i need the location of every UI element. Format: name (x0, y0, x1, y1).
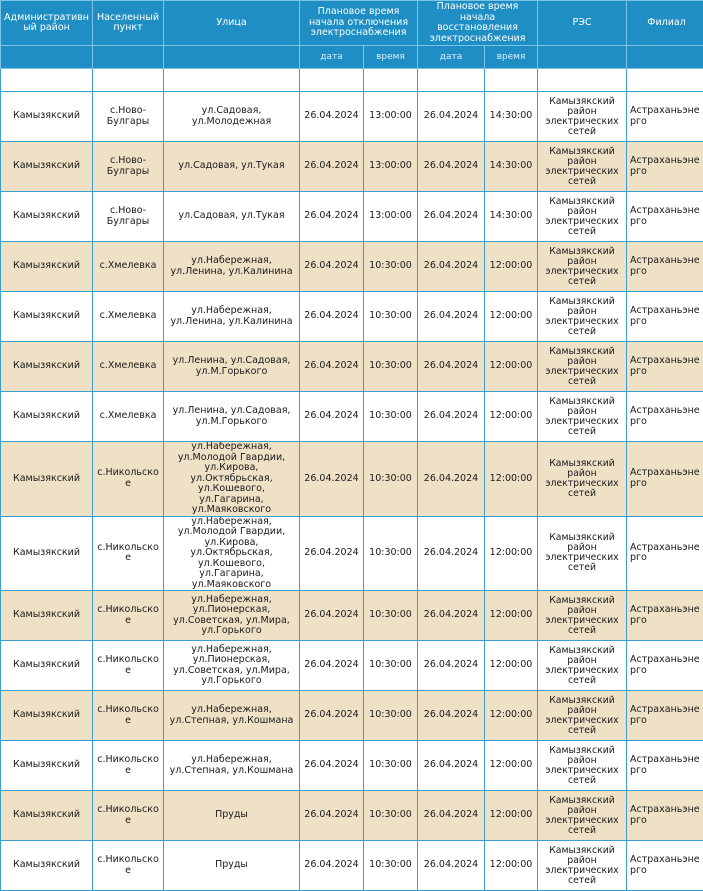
street-cell: ул.Набережная, ул.Молодой Гвардии, ул.Кирова, ул.Октябрьская, ул.Кошевого, ул.Гагарина, ул.Маяковского (164, 442, 300, 517)
locality-cell: с.Хмелевка (93, 342, 164, 392)
off-date-cell: 26.04.2024 (300, 342, 364, 392)
on-time-cell: 14:30:00 (485, 142, 538, 192)
off-time-cell: 10:30:00 (364, 591, 418, 641)
locality-cell: с.Ново-Булгары (93, 192, 164, 242)
res-cell: Камызякский район электрических сетей (538, 192, 627, 242)
off-date-cell: 26.04.2024 (300, 641, 364, 691)
street-cell: Пруды (164, 791, 300, 841)
district-cell: Камызякский (1, 691, 93, 741)
table-row (1, 342, 703, 392)
on-date-cell: 26.04.2024 (418, 442, 485, 517)
spacer-row (1, 69, 703, 92)
header-district: Административный район (1, 1, 93, 46)
street-cell: ул.Садовая, ул.Тукая (164, 142, 300, 192)
on-date-cell: 26.04.2024 (418, 791, 485, 841)
off-time-cell: 13:00:00 (364, 92, 418, 142)
res-cell: Камызякский район электрических сетей (538, 392, 627, 442)
subheader-blank (627, 46, 703, 69)
on-time-cell: 12:00:00 (485, 591, 538, 641)
street-cell: ул.Набережная, ул.Молодой Гвардии, ул.Кирова, ул.Октябрьская, ул.Кошевого, ул.Гагарина, ул.Маяковского (164, 516, 300, 591)
subheader-blank (538, 46, 627, 69)
on-date-cell: 26.04.2024 (418, 691, 485, 741)
header-locality: Населенный пункт (93, 1, 164, 46)
table-row (1, 292, 703, 342)
on-time-cell: 12:00:00 (485, 841, 538, 891)
on-time-cell: 12:00:00 (485, 392, 538, 442)
on-date-cell: 26.04.2024 (418, 292, 485, 342)
street-cell: ул.Набережная, ул.Пионерская, ул.Советская, ул.Мира, ул.Горького (164, 641, 300, 691)
table-row (1, 591, 703, 641)
branch-cell: Астраханьэнерго (627, 192, 703, 242)
table-header (1, 1, 703, 69)
off-time-cell: 10:30:00 (364, 841, 418, 891)
on-date-cell: 26.04.2024 (418, 591, 485, 641)
table-row (1, 92, 703, 142)
table-row (1, 641, 703, 691)
on-date-cell: 26.04.2024 (418, 741, 485, 791)
res-cell: Камызякский район электрических сетей (538, 242, 627, 292)
table-row (1, 741, 703, 791)
subheader-blank (93, 46, 164, 69)
on-time-cell: 12:00:00 (485, 516, 538, 591)
on-time-cell: 12:00:00 (485, 242, 538, 292)
district-cell: Камызякский (1, 142, 93, 192)
res-cell: Камызякский район электрических сетей (538, 142, 627, 192)
branch-cell: Астраханьэнерго (627, 741, 703, 791)
on-time-cell: 12:00:00 (485, 342, 538, 392)
off-date-cell: 26.04.2024 (300, 442, 364, 517)
on-time-cell: 12:00:00 (485, 292, 538, 342)
on-date-cell: 26.04.2024 (418, 192, 485, 242)
off-date-cell: 26.04.2024 (300, 192, 364, 242)
district-cell: Камызякский (1, 242, 93, 292)
locality-cell: с.Никольское (93, 791, 164, 841)
district-cell: Камызякский (1, 342, 93, 392)
subheader-on-time: время (485, 46, 538, 69)
header-branch: Филиал (627, 1, 703, 46)
locality-cell: с.Никольское (93, 691, 164, 741)
res-cell: Камызякский район электрических сетей (538, 292, 627, 342)
on-date-cell: 26.04.2024 (418, 841, 485, 891)
subheader-blank (164, 46, 300, 69)
on-date-cell: 26.04.2024 (418, 342, 485, 392)
header-on-time: Плановое время начала восстановления электроснабжения (418, 1, 538, 46)
off-date-cell: 26.04.2024 (300, 242, 364, 292)
locality-cell: с.Никольское (93, 841, 164, 891)
on-time-cell: 14:30:00 (485, 192, 538, 242)
table-row (1, 242, 703, 292)
subheader-off-date: дата (300, 46, 364, 69)
branch-cell: Астраханьэнерго (627, 841, 703, 891)
off-date-cell: 26.04.2024 (300, 142, 364, 192)
table-row (1, 691, 703, 741)
district-cell: Камызякский (1, 92, 93, 142)
branch-cell: Астраханьэнерго (627, 142, 703, 192)
off-time-cell: 10:30:00 (364, 516, 418, 591)
header-street: Улица (164, 1, 300, 46)
off-time-cell: 10:30:00 (364, 641, 418, 691)
table-row (1, 192, 703, 242)
off-time-cell: 10:30:00 (364, 442, 418, 517)
district-cell: Камызякский (1, 292, 93, 342)
res-cell: Камызякский район электрических сетей (538, 442, 627, 517)
off-date-cell: 26.04.2024 (300, 791, 364, 841)
branch-cell: Астраханьэнерго (627, 292, 703, 342)
street-cell: ул.Набережная, ул.Ленина, ул.Калинина (164, 242, 300, 292)
locality-cell: с.Никольское (93, 516, 164, 591)
on-date-cell: 26.04.2024 (418, 641, 485, 691)
on-time-cell: 12:00:00 (485, 791, 538, 841)
branch-cell: Астраханьэнерго (627, 242, 703, 292)
res-cell: Камызякский район электрических сетей (538, 741, 627, 791)
off-time-cell: 10:30:00 (364, 791, 418, 841)
header-off-time: Плановое время начала отключения электроснабжения (300, 1, 418, 46)
branch-cell: Астраханьэнерго (627, 691, 703, 741)
table-row (1, 442, 703, 517)
street-cell: ул.Набережная, ул.Пионерская, ул.Советская, ул.Мира, ул.Горького (164, 591, 300, 641)
res-cell: Камызякский район электрических сетей (538, 342, 627, 392)
off-time-cell: 10:30:00 (364, 342, 418, 392)
district-cell: Камызякский (1, 591, 93, 641)
res-cell: Камызякский район электрических сетей (538, 691, 627, 741)
table-row (1, 142, 703, 192)
res-cell: Камызякский район электрических сетей (538, 841, 627, 891)
branch-cell: Астраханьэнерго (627, 442, 703, 517)
subheader-blank (1, 46, 93, 69)
branch-cell: Астраханьэнерго (627, 392, 703, 442)
branch-cell: Астраханьэнерго (627, 591, 703, 641)
off-time-cell: 13:00:00 (364, 142, 418, 192)
branch-cell: Астраханьэнерго (627, 791, 703, 841)
res-cell: Камызякский район электрических сетей (538, 516, 627, 591)
street-cell: ул.Набережная, ул.Степная, ул.Кошмана (164, 691, 300, 741)
off-time-cell: 10:30:00 (364, 691, 418, 741)
off-date-cell: 26.04.2024 (300, 691, 364, 741)
on-date-cell: 26.04.2024 (418, 92, 485, 142)
off-date-cell: 26.04.2024 (300, 292, 364, 342)
off-time-cell: 10:30:00 (364, 741, 418, 791)
street-cell: ул.Ленина, ул.Садовая, ул.М.Горького (164, 392, 300, 442)
locality-cell: с.Никольское (93, 641, 164, 691)
district-cell: Камызякский (1, 442, 93, 517)
subheader-off-time: время (364, 46, 418, 69)
branch-cell: Астраханьэнерго (627, 342, 703, 392)
on-time-cell: 14:30:00 (485, 92, 538, 142)
off-time-cell: 10:30:00 (364, 242, 418, 292)
branch-cell: Астраханьэнерго (627, 516, 703, 591)
locality-cell: с.Ново-Булгары (93, 142, 164, 192)
branch-cell: Астраханьэнерго (627, 641, 703, 691)
locality-cell: с.Никольское (93, 442, 164, 517)
off-date-cell: 26.04.2024 (300, 516, 364, 591)
off-date-cell: 26.04.2024 (300, 92, 364, 142)
locality-cell: с.Хмелевка (93, 392, 164, 442)
district-cell: Камызякский (1, 741, 93, 791)
locality-cell: с.Никольское (93, 591, 164, 641)
locality-cell: с.Ново-Булгары (93, 92, 164, 142)
on-date-cell: 26.04.2024 (418, 516, 485, 591)
off-time-cell: 13:00:00 (364, 192, 418, 242)
off-date-cell: 26.04.2024 (300, 392, 364, 442)
locality-cell: с.Хмелевка (93, 292, 164, 342)
branch-cell: Астраханьэнерго (627, 92, 703, 142)
on-time-cell: 12:00:00 (485, 641, 538, 691)
locality-cell: с.Никольское (93, 741, 164, 791)
off-date-cell: 26.04.2024 (300, 741, 364, 791)
district-cell: Камызякский (1, 791, 93, 841)
street-cell: ул.Ленина, ул.Садовая, ул.М.Горького (164, 342, 300, 392)
district-cell: Камызякский (1, 841, 93, 891)
on-date-cell: 26.04.2024 (418, 142, 485, 192)
res-cell: Камызякский район электрических сетей (538, 92, 627, 142)
on-date-cell: 26.04.2024 (418, 392, 485, 442)
district-cell: Камызякский (1, 516, 93, 591)
header-res: РЭС (538, 1, 627, 46)
res-cell: Камызякский район электрических сетей (538, 791, 627, 841)
off-date-cell: 26.04.2024 (300, 591, 364, 641)
street-cell: ул.Набережная, ул.Степная, ул.Кошмана (164, 741, 300, 791)
off-time-cell: 10:30:00 (364, 392, 418, 442)
street-cell: ул.Садовая, ул.Молодежная (164, 92, 300, 142)
on-date-cell: 26.04.2024 (418, 242, 485, 292)
off-time-cell: 10:30:00 (364, 292, 418, 342)
res-cell: Камызякский район электрических сетей (538, 591, 627, 641)
district-cell: Камызякский (1, 641, 93, 691)
off-date-cell: 26.04.2024 (300, 841, 364, 891)
on-time-cell: 12:00:00 (485, 442, 538, 517)
street-cell: ул.Садовая, ул.Тукая (164, 192, 300, 242)
table-body (1, 69, 703, 891)
table-row (1, 841, 703, 891)
district-cell: Камызякский (1, 392, 93, 442)
res-cell: Камызякский район электрических сетей (538, 641, 627, 691)
on-time-cell: 12:00:00 (485, 741, 538, 791)
subheader-on-date: дата (418, 46, 485, 69)
on-time-cell: 12:00:00 (485, 691, 538, 741)
district-cell: Камызякский (1, 192, 93, 242)
table-row (1, 791, 703, 841)
street-cell: Пруды (164, 841, 300, 891)
street-cell: ул.Набережная, ул.Ленина, ул.Калинина (164, 292, 300, 342)
table-row (1, 516, 703, 591)
locality-cell: с.Хмелевка (93, 242, 164, 292)
table-row (1, 392, 703, 442)
